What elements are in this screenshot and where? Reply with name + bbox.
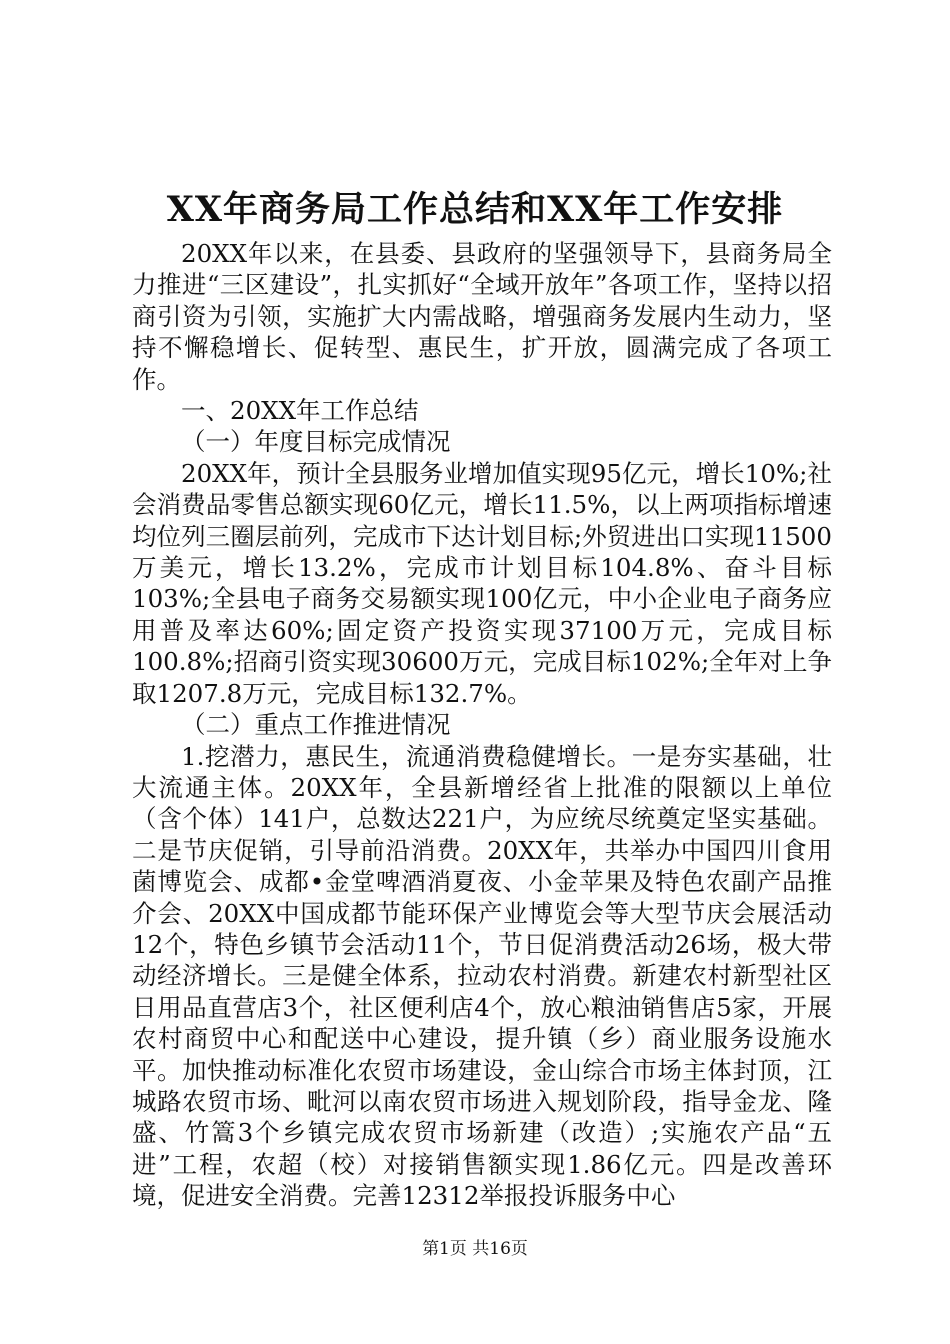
paragraph-key-work: 1.挖潜力，惠民生，流通消费稳健增长。一是夯实基础，壮大流通主体。20XX年，全县新增经省上批准的限额以上单位（含个体）141户，总数达221户，为应统尽统奠定坚实基础。二是节庆促销，引导前沿消费。20XX年，共举办中国四川食用菌博览会、成都•金堂啤酒消夏夜、小金苹果及特色农副产品推介会、20XX中国成都节能环保产业博览会等大型节庆会展活动12个，特色乡镇节会活动11个，节日促消费活动26场，极大带动经济增长。三是健全体系，拉动农村消费。新建农村新型社区日用品直营店3个，社区便利店4个，放心粮油销售店5家，开展农村商贸中心和配送中心建设，提升镇（乡）商业服务设施水平。加快推动标准化农贸市场建设，金山综合市场主体封顶，江城路农贸市场、毗河以南农贸市场进入规划阶段，指导金龙、隆盛、竹篙3个乡镇完成农贸市场新建（改造）;实施农产品“五进”工程，农超（校）对接销售额实现1.86亿元。四是改善环境，促进安全消费。完善12312举报投诉服务中心 [132,741,832,1211]
document-title: XX年商务局工作总结和XX年工作安排 [166,189,784,230]
section-heading-summary: 一、20XX年工作总结 [181,396,419,426]
paragraph-intro: 20XX年以来，在县委、县政府的坚强领导下，县商务局全力推进“三区建设”，扎实抓好“全域开放年”各项工作，坚持以招商引资为引领，实施扩大内需战略，增强商务发展内生动力，坚持不懈稳增长、促转型、惠民生，扩开放，圆满完成了各项工作。 [132,239,832,394]
subsection-heading-key-work: （二）重点工作推进情况 [181,710,451,740]
subsection-heading-targets: （一）年度目标完成情况 [181,427,451,457]
paragraph-targets: 20XX年，预计全县服务业增加值实现95亿元，增长10%;社会消费品零售总额实现60亿元，增长11.5%，以上两项指标增速均位列三圈层前列，完成市下达计划目标;外贸进出口实现11500万美元，增长13.2%，完成市计划目标104.8%、奋斗目标103%;全县电子商务交易额实现100亿元，中小企业电子商务应用普及率达60%;固定资产投资实现37100万元，完成目标100.8%;招商引资实现30600万元，完成目标102%;全年对上争取1207.8万元，完成目标132.7%。 [132,458,832,708]
page-footer [0,1238,950,1260]
document-body [132,238,832,1212]
page-number-label: 第1页 共16页 [422,1239,528,1259]
